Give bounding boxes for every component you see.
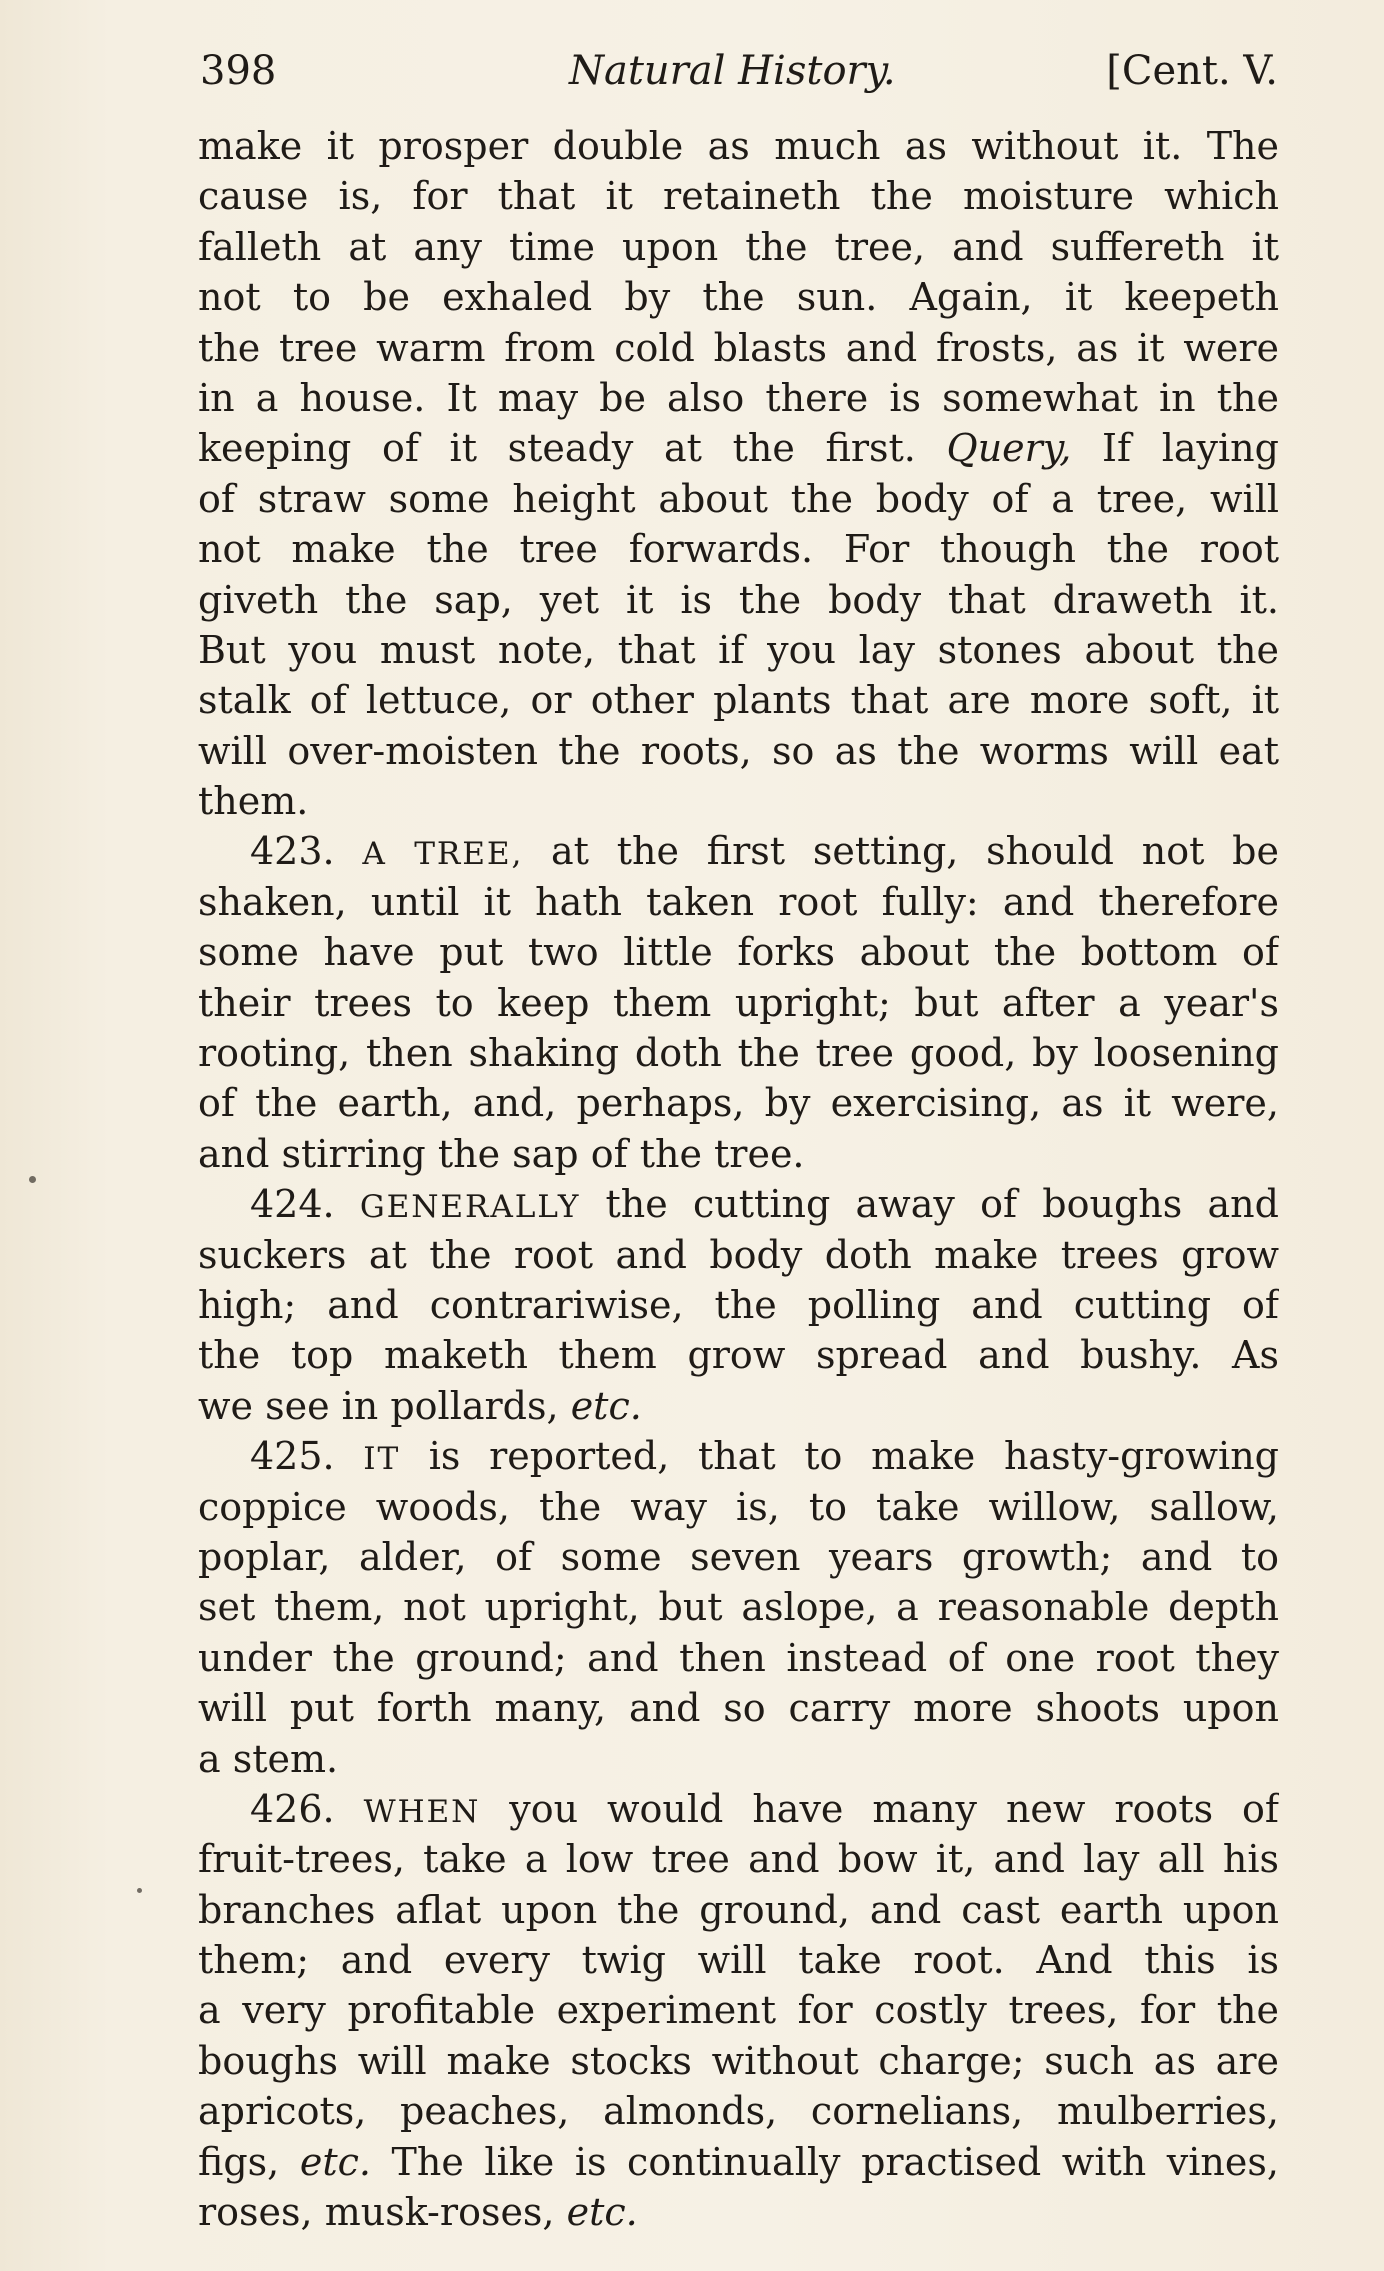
line-text: some have put two little forks about the bottom of: [198, 930, 1279, 975]
paragraph-lead-word: GENERALLY: [359, 1189, 581, 1226]
line-text: set them, not upright, but aslope, a reasonable depth: [198, 1585, 1279, 1630]
text-line: [198, 1078, 1279, 1128]
text-line: [198, 877, 1279, 927]
text-line: [198, 1582, 1279, 1632]
line-text: high; and contrariwise, the polling and cutting of: [198, 1282, 1279, 1327]
paragraph-lead-word: WHEN: [363, 1793, 481, 1830]
text-line: [198, 1683, 1279, 1733]
line-text: boughs will make stocks without charge; such as are: [198, 2038, 1279, 2083]
paragraph-number: 424.: [250, 1182, 335, 1227]
text-line: [198, 1431, 1279, 1481]
text-line: [198, 1834, 1279, 1884]
italic-text: etc.: [299, 2139, 371, 2184]
line-text: But you must note, that if you lay stones about the: [198, 627, 1279, 672]
text-line: [198, 524, 1279, 574]
line-text: stalk of lettuce, or other plants that are more soft, it: [198, 678, 1279, 723]
text-line: [198, 1784, 1279, 1834]
text-line: [198, 323, 1279, 373]
line-text: apricots, peaches, almonds, cornelians, mulberries,: [198, 2089, 1279, 2134]
ink-speck: [29, 1176, 36, 1183]
text-line: [198, 1482, 1279, 1532]
line-text: cause is, for that it retaineth the moisture which: [198, 174, 1279, 219]
text-line: [198, 1330, 1279, 1380]
running-header: [200, 44, 1278, 106]
text-line: [198, 1230, 1279, 1280]
line-text: we see in pollards,: [198, 1383, 559, 1428]
line-text: rooting, then shaking doth the tree good, by loosening: [198, 1031, 1279, 1076]
text-line: [198, 474, 1279, 524]
text-line: [198, 1734, 1279, 1784]
line-text: shaken, until it hath taken root fully: and therefore: [198, 879, 1279, 924]
line-text: the cutting away of boughs and: [605, 1182, 1279, 1227]
text-line: [198, 2036, 1279, 2086]
line-text: branches aflat upon the ground, and cast earth upon: [198, 1887, 1279, 1932]
section-marker: [Cent. V.: [1106, 48, 1278, 94]
line-text: their trees to keep them upright; but after a year's: [198, 980, 1279, 1025]
line-text: in a house. It may be also there is somewhat in the: [198, 375, 1279, 420]
line-text: will put forth many, and so carry more shoots upon: [198, 1686, 1279, 1731]
text-line: [198, 2137, 1279, 2187]
text-line: [198, 171, 1279, 221]
text-line: [198, 575, 1279, 625]
italic-text: etc.: [566, 2190, 638, 2235]
text-line: [198, 2086, 1279, 2136]
text-line: [198, 1381, 1279, 1431]
line-text: a very profitable experiment for costly trees, for the: [198, 1988, 1279, 2033]
line-text: not make the tree forwards. For though the root: [198, 527, 1279, 572]
text-line: [198, 1129, 1279, 1179]
text-line: [198, 1885, 1279, 1935]
paragraph-lead-word: IT: [363, 1441, 401, 1478]
line-text: not to be exhaled by the sun. Again, it keepeth: [198, 275, 1279, 320]
paragraph-number: 425.: [250, 1434, 335, 1479]
line-text: poplar, alder, of some seven years growth; and to: [198, 1534, 1279, 1579]
text-line: [198, 1633, 1279, 1683]
text-line: [198, 978, 1279, 1028]
line-text: them; and every twig will take root. And this is: [198, 1938, 1279, 1983]
line-text: figs,: [198, 2139, 280, 2184]
text-line: [198, 1532, 1279, 1582]
line-text: make it prosper double as much as without it. The: [198, 124, 1279, 168]
text-line: [198, 776, 1279, 826]
text-line: [198, 675, 1279, 725]
body-text: [198, 121, 1279, 2237]
line-text: you would have many new roots of: [509, 1786, 1279, 1831]
text-line: [198, 121, 1279, 171]
line-text: falleth at any time upon the tree, and suffereth it: [198, 224, 1279, 269]
text-line: [198, 726, 1279, 776]
text-line: [198, 373, 1279, 423]
line-text: of straw some height about the body of a tree, will: [198, 476, 1279, 521]
line-text: them.: [198, 779, 309, 824]
text-line: [198, 927, 1279, 977]
line-text: suckers at the root and body doth make trees grow: [198, 1232, 1279, 1277]
text-line: [198, 423, 1279, 473]
line-text: The like is continually practised with vines,: [391, 2139, 1279, 2184]
text-line: [198, 1179, 1279, 1229]
text-line: [198, 1985, 1279, 2035]
line-text: fruit-trees, take a low tree and bow it, and lay all his: [198, 1837, 1279, 1882]
text-line: [198, 625, 1279, 675]
text-line: [198, 222, 1279, 272]
text-line: [198, 272, 1279, 322]
text-line: [198, 2187, 1279, 2237]
running-title: Natural History.: [569, 48, 896, 94]
paragraph-number: 426.: [250, 1786, 335, 1831]
italic-text: etc.: [570, 1383, 642, 1428]
text-line: [198, 1280, 1279, 1330]
page-number: 398: [200, 48, 277, 94]
line-text: roses, musk-roses,: [198, 2190, 555, 2235]
line-text: under the ground; and then instead of one root they: [198, 1635, 1279, 1680]
line-text: giveth the sap, yet it is the body that draweth it.: [198, 577, 1279, 622]
paragraph-number: 423.: [250, 829, 335, 874]
text-line: [198, 1028, 1279, 1078]
line-text: at the first setting, should not be: [551, 829, 1279, 874]
line-text: is reported, that to make hasty-growing: [428, 1434, 1279, 1479]
line-text: coppice woods, the way is, to take willow, sallow,: [198, 1484, 1279, 1529]
line-text: of the earth, and, perhaps, by exercising, as it were,: [198, 1081, 1279, 1126]
line-text: a stem.: [198, 1736, 339, 1781]
line-text: the tree warm from cold blasts and frosts, as it were: [198, 325, 1279, 370]
line-text: will over-moisten the roots, so as the worms will eat: [198, 728, 1279, 773]
line-text: and stirring the sap of the tree.: [198, 1131, 805, 1176]
line-text: keeping of it steady at the first.: [198, 426, 916, 471]
text-line: [198, 1935, 1279, 1985]
line-text: If laying: [1102, 426, 1279, 471]
paragraph-lead-word: A TREE,: [362, 836, 524, 873]
italic-text: Query,: [946, 426, 1072, 471]
text-line: [198, 826, 1279, 876]
line-text: the top maketh them grow spread and bushy. As: [198, 1333, 1279, 1378]
ink-speck: [137, 1888, 142, 1893]
